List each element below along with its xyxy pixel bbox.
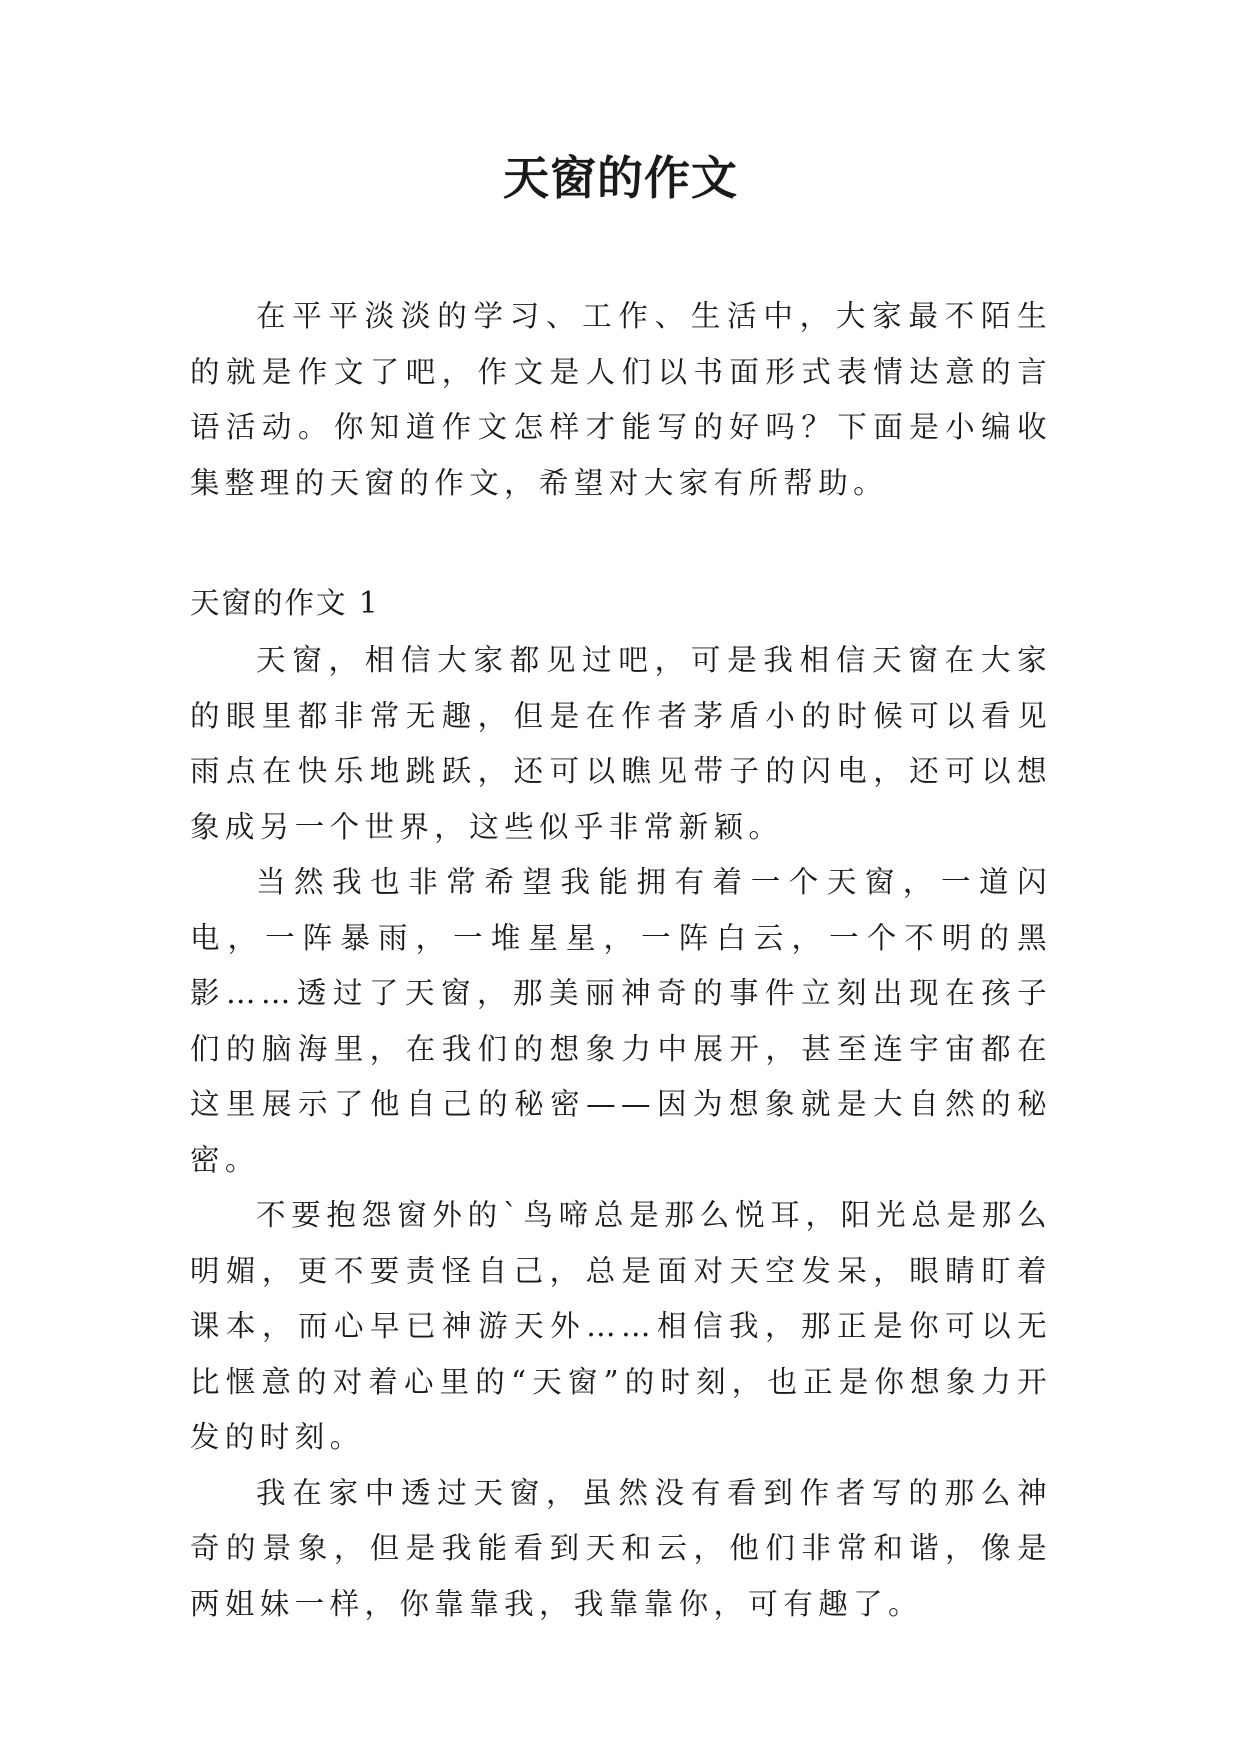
essay-paragraph: 天窗，相信大家都见过吧，可是我相信天窗在大家的眼里都非常无趣，但是在作者茅盾小的时候可以看见雨点在快乐地跳跃，还可以瞧见带子的闪电，还可以想象成另一个世界，这些似乎非常新颖。 [190, 643, 1052, 844]
essay-paragraph: 我在家中透过天窗，虽然没有看到作者写的那么神奇的景象，但是我能看到天和云，他们非常和谐，像是两姐妹一样，你靠靠我，我靠靠你，可有趣了。 [190, 1475, 1052, 1621]
section-heading: 天窗的作文 1 [190, 586, 380, 620]
intro-paragraph [190, 289, 1052, 511]
document-title: 天窗的作文 [503, 151, 738, 205]
essay-paragraph: 当然我也非常希望我能拥有着一个天窗，一道闪电，一阵暴雨，一堆星星，一阵白云，一个不明的黑影……透过了天窗，那美丽神奇的事件立刻出现在孩子们的脑海里，在我们的想象力中展开，甚至连宇宙都在这里展示了他自己的秘密——因为想象就是大自然的秘密。 [190, 865, 1052, 1177]
intro-text: 在平平淡淡的学习、工作、生活中，大家最不陌生的就是作文了吧，作文是人们以书面形式表情达意的言语活动。你知道作文怎样才能写的好吗？下面是小编收集整理的天窗的作文，希望对大家有所帮助。 [190, 299, 1052, 500]
essay-body [190, 633, 1052, 1632]
essay-paragraph: 不要抱怨窗外的`鸟啼总是那么悦耳，阳光总是那么明媚，更不要责怪自己，总是面对天空发呆，眼睛盯着课本，而心早已神游天外……相信我，那正是你可以无比惬意的对着心里的“天窗”的时刻，也正是你想象力开发的时刻。 [190, 1198, 1052, 1454]
